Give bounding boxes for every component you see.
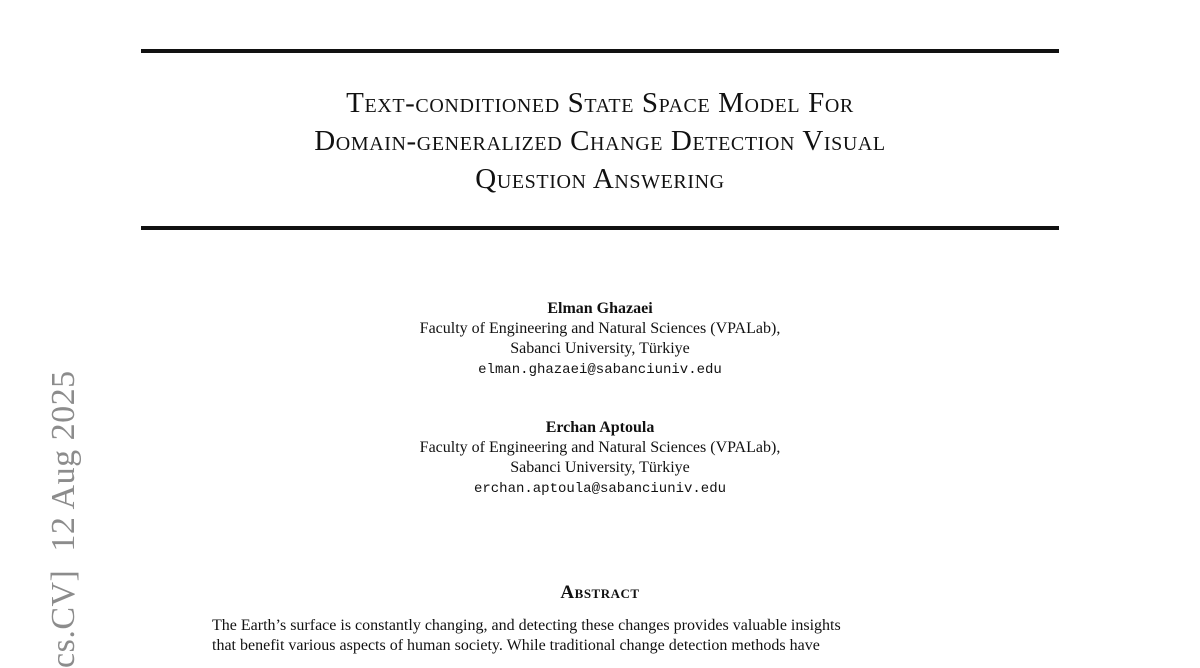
author-affiliation: Sabanci University, Türkiye — [510, 459, 690, 476]
author-name: Erchan Aptoula — [545, 419, 655, 436]
author-affiliation: Faculty of Engineering and Natural Sciences (VPALab), — [419, 439, 781, 456]
title-line: Question Answering — [475, 163, 725, 195]
author-block — [141, 418, 1059, 500]
author-name: Elman Ghazaei — [547, 300, 653, 317]
author-affiliation: Faculty of Engineering and Natural Sciences (VPALab), — [419, 320, 781, 337]
abstract-heading: Abstract — [560, 582, 640, 603]
author-email: elman.ghazaei@sabanciuniv.edu — [478, 362, 722, 378]
abstract-line: The Earth’s surface is constantly changing, and detecting these changes provides valuable insights — [212, 617, 841, 634]
arxiv-category: cs.CV] — [45, 569, 82, 668]
abstract-line: that benefit various aspects of human society. While traditional change detection methods have — [212, 637, 820, 654]
abstract-text — [212, 616, 990, 656]
title-rule-bottom — [141, 226, 1059, 230]
title-line: Domain-generalized Change Detection Visual — [314, 125, 886, 157]
title-rule-top — [141, 49, 1059, 53]
author-affiliation: Sabanci University, Türkiye — [510, 340, 690, 357]
arxiv-date: 12 Aug 2025 — [45, 370, 82, 552]
author-block — [141, 299, 1059, 381]
title-line: Text-conditioned State Space Model For — [346, 87, 854, 119]
author-email: erchan.aptoula@sabanciuniv.edu — [473, 481, 727, 497]
arxiv-stamp — [44, 350, 84, 668]
paper-title — [141, 84, 1059, 198]
